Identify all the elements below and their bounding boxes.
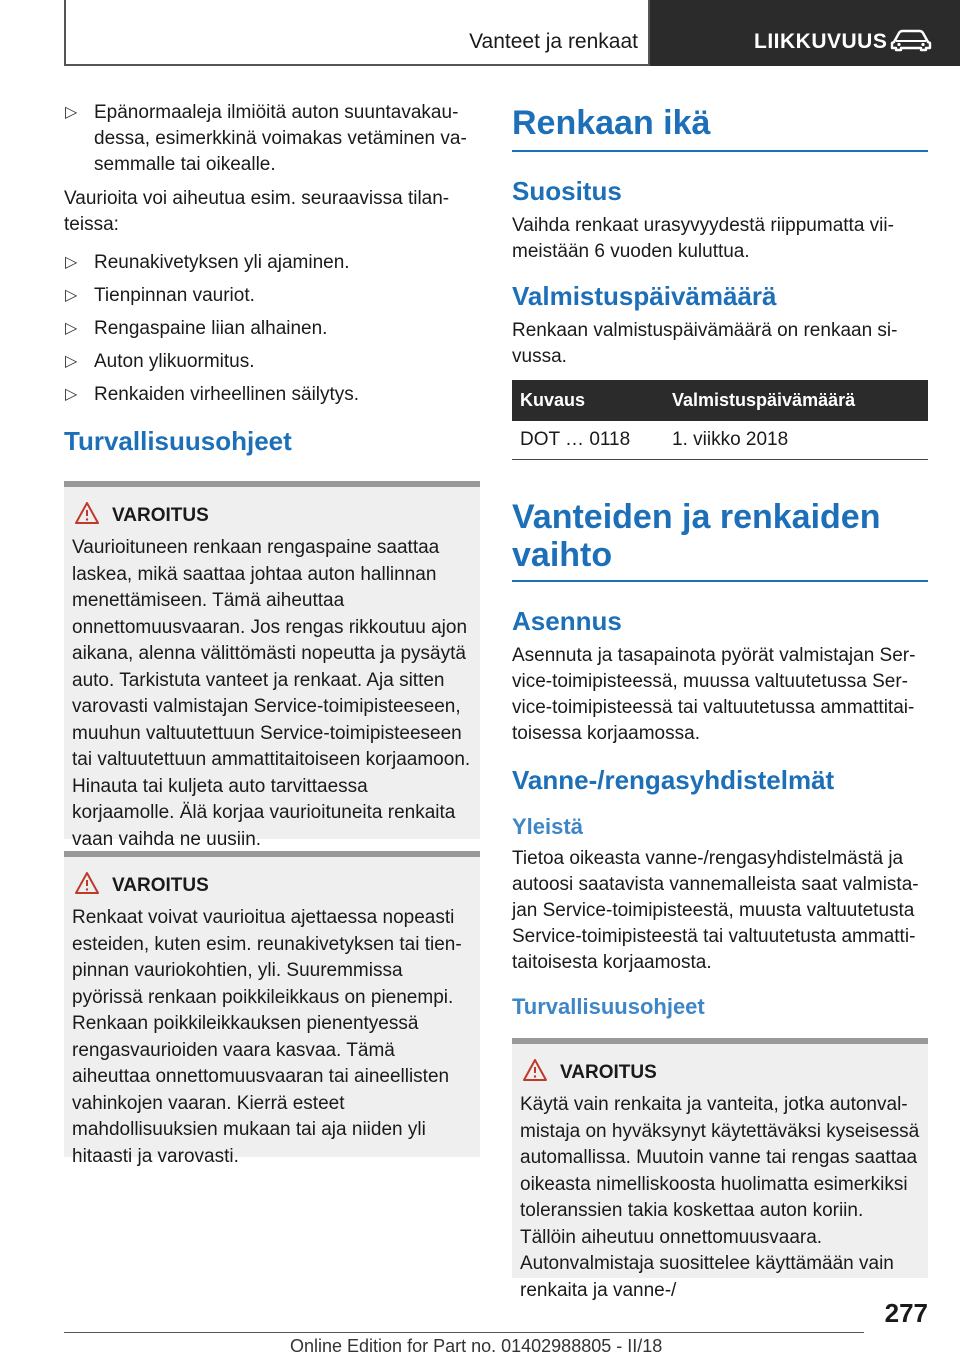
header-chapter-label: LIIKKUVUUS: [754, 30, 888, 53]
bullet-triangle-icon: ▷: [65, 104, 78, 121]
subsection-heading: Vanne-/rengasyhdistelmät: [512, 765, 835, 795]
warning-text: Renkaat voivat vaurioitua ajettaessa nopeasti esteiden, kuten esim. reunakivetyksen tai tienpinnan vauriokohtien, yli. Suuremmissa pyörissä renkaan poikkileikkaus on pienempi. Renkaan poikkileikkauksen pienentyessä rengasvaurioiden vaara kasvaa. Tämä aiheuttaa onnettomuusvaaran tai aineellisten vahinkojen vaaran. Kierrä esteet mahdollisuuksien mukaan tai aja niiden yli hitaasti ja varovasti.: [72, 907, 462, 1167]
date-table: [512, 380, 928, 460]
bullet-triangle-icon: ▷: [65, 386, 78, 403]
title-rule: [512, 580, 928, 582]
table-cell: DOT … 0118: [512, 421, 664, 460]
warning-box: [512, 1038, 928, 1301]
warning-box: [64, 851, 480, 1167]
warning-title: VAROITUS: [560, 1062, 922, 1084]
subsubsection-heading: Turvallisuusohjeet: [512, 994, 705, 1019]
paragraph: Vaihda renkaat urasyvyydestä riippumatta viimeistään 6 vuoden kuluttua.: [512, 215, 894, 262]
car-icon: [890, 28, 932, 52]
header-section-title: Vanteet ja renkaat: [469, 30, 638, 53]
section-title: Renkaan ikä: [512, 104, 711, 142]
bullet-triangle-icon: ▷: [65, 353, 78, 370]
page-number: 277: [884, 1298, 928, 1328]
list-item: ▷ Rengaspaine liian alhainen.: [64, 316, 480, 342]
warning-triangle-icon: [74, 871, 100, 895]
warning-triangle-icon: [522, 1058, 548, 1082]
list-item: ▷ Tienpinnan vauriot.: [64, 283, 480, 309]
subsection-heading: Suositus: [512, 176, 622, 206]
subsection-heading: Asennus: [512, 606, 622, 636]
bullet-triangle-icon: ▷: [65, 320, 78, 337]
warning-box: [64, 481, 480, 850]
section-title: Vanteiden ja renkaiden vaihto: [512, 498, 881, 574]
bullet-triangle-icon: ▷: [65, 287, 78, 304]
bullet-triangle-icon: ▷: [65, 254, 78, 271]
list-item: ▷ Renkaiden virheellinen säilytys.: [64, 382, 480, 408]
paragraph: Asennuta ja tasapainota pyörät valmistajan Service-toimipisteessä, muussa valtuutetussa Service-toimipisteessä tai valtuutetussa ammattitaitoisessa korjaamossa.: [512, 645, 916, 744]
table-header-row: [512, 380, 928, 421]
footer-rule: [64, 1332, 864, 1333]
paragraph: Renkaan valmistuspäivämäärä on renkaan sivussa.: [512, 320, 898, 367]
right-column: [512, 100, 928, 1301]
table-row: [512, 421, 928, 460]
header-chapter-tab: [650, 0, 960, 66]
warning-title: VAROITUS: [112, 875, 474, 897]
table-header: Kuvaus: [512, 380, 664, 421]
title-rule: [512, 150, 928, 152]
warning-text: Vaurioituneen renkaan rengaspaine saattaa laskea, mikä saattaa johtaa auton hallinnan menettämiseen. Tämä aiheuttaa onnettomuusvaaran. Jos rengas rikkoutuu ajon aikana, alenna välittömästi nopeutta ja pysäytä auto. Tarkistuta vanteet ja renkaat. Aja sitten varovasti valmistajan Service-toimipisteeseen, muuhun valtuutettuun Service-toimipisteeseen tai valtuutettuun ammattitaitoiseen korjaamoon. Hinauta tai kuljeta auto tarvittaessa korjaamolle. Älä korjaa vaurioituneita renkaita vaan vaihda ne uusiin.: [72, 537, 471, 850]
header-underline: [64, 64, 650, 66]
paragraph: Tietoa oikeasta vanne-/rengasyhdistelmästä ja autoosi saatavista vannemalleista saat valmistajan Service-toimipisteestä, muusta valtuutetusta Service-toimipisteestä tai valtuutetusta ammattitaitoisesta korjaamosta.: [512, 848, 919, 973]
intro-paragraph: Vaurioita voi aiheutua esim. seuraavissa tilanteissa:: [64, 188, 450, 235]
footer-edition-text: Online Edition for Part no. 01402988805 - II/18: [290, 1336, 663, 1356]
safety-heading: Turvallisuusohjeet: [64, 426, 292, 456]
left-column: [64, 100, 480, 1167]
table-header: Valmistuspäivämäärä: [664, 380, 928, 421]
list-item: ▷ Auton ylikuormitus.: [64, 349, 480, 375]
warning-text: Käytä vain renkaita ja vanteita, jotka autonvalmistaja on hyväksynyt käytettäväksi kyseisessä automallissa. Muutoin vanne tai rengas saattaa oikeasta nimelliskoosta huolimatta esimerkiksi toleranssien takia koskettaa auton koriin. Tällöin aiheutuu onnettomuusvaara. Autonvalmistaja suosittelee käyttämään vain renkaita ja vanne-/: [520, 1094, 920, 1301]
subsection-heading: Valmistuspäivämäärä: [512, 281, 777, 311]
warning-title: VAROITUS: [112, 505, 474, 527]
list-item: ▷ Reunakivetyksen yli ajaminen.: [64, 250, 480, 276]
warning-triangle-icon: [74, 501, 100, 525]
table-cell: 1. viikko 2018: [664, 421, 928, 460]
subsubsection-heading: Yleistä: [512, 814, 583, 839]
list-item: ▷ Epänormaaleja ilmiöitä auton suuntavakaudessa, esimerkkinä voimakas vetäminen vasemmalle tai oikealle.: [65, 102, 467, 175]
